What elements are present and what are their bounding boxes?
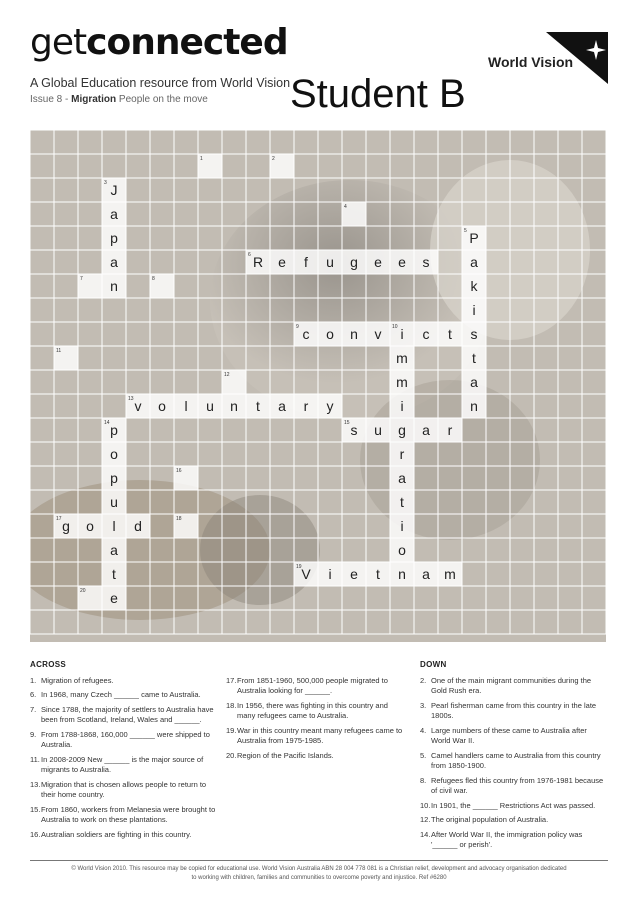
clue-item xyxy=(30,780,216,801)
clue-item-text: Camel handlers came to Australia from this country from 1850-1900. xyxy=(431,750,601,770)
clue-number: 18 xyxy=(176,516,182,522)
cell-letter: n xyxy=(230,398,238,414)
cell-letter: v xyxy=(374,326,382,342)
across-list-2 xyxy=(226,676,404,762)
cell-letter: t xyxy=(448,326,452,342)
clue-number: 15 xyxy=(344,420,350,426)
cell-letter: g xyxy=(62,518,70,534)
cell-letter: p xyxy=(110,470,118,486)
cell-letter: o xyxy=(398,542,406,558)
cell-letter: i xyxy=(400,326,404,342)
cell-letter: g xyxy=(398,422,406,438)
cell-letter: p xyxy=(110,230,118,246)
clue-number: 1 xyxy=(200,156,203,162)
cell-letter: o xyxy=(158,398,166,414)
cell-letter: i xyxy=(400,518,404,534)
clue-item xyxy=(30,755,216,776)
clue-item-text: In 1956, there was fighting in this country and many refugees came to Australia. xyxy=(237,700,388,720)
cell-letter: s xyxy=(470,326,478,342)
clue-item-text: Migration that is chosen allows people to return to their home country. xyxy=(41,779,207,799)
clue-item-text: In 1901, the ______ Restrictions Act was passed. xyxy=(431,800,596,810)
cell-letter: f xyxy=(304,254,308,270)
cell-letter: l xyxy=(184,398,188,414)
clue-item-text: In 1968, many Czech ______ came to Australia. xyxy=(41,690,201,699)
cell-letter: e xyxy=(350,566,358,582)
clue-item xyxy=(226,701,404,722)
cell-letter: k xyxy=(470,278,478,294)
clue-item-number: 10. xyxy=(420,800,431,810)
clue-item-text: Refugees fled this country from 1976-1981 because of civil war. xyxy=(431,775,604,795)
clue-number: 9 xyxy=(296,324,299,330)
cell-letter: u xyxy=(374,422,382,438)
clue-item-text: War in this country meant many refugees came to Australia from 1975-1985. xyxy=(237,725,403,745)
clue-item-number: 18. xyxy=(226,700,237,710)
clue-number: 10 xyxy=(392,324,398,330)
clue-item-number: 8. xyxy=(420,775,427,785)
clue-item-number: 20. xyxy=(226,750,237,760)
world-vision-brand: World Vision xyxy=(488,54,574,70)
clue-item-text: Australian soldiers are fighting in this country. xyxy=(41,829,192,839)
cell-letter: o xyxy=(86,518,94,534)
cell-letter: m xyxy=(396,374,408,390)
clue-item-number: 2. xyxy=(420,675,427,685)
cell-letter: e xyxy=(398,254,406,270)
clue-item xyxy=(420,676,608,697)
cell-letter: t xyxy=(400,494,404,510)
clue-item xyxy=(420,801,608,812)
clue-number: 8 xyxy=(152,276,155,282)
cell-letter: t xyxy=(376,566,380,582)
cell-letter: R xyxy=(252,254,264,270)
clue-item-number: 7. xyxy=(30,704,37,714)
cell-letter: e xyxy=(110,590,118,606)
footer xyxy=(30,865,608,883)
crossword-grid xyxy=(30,130,606,642)
down-list xyxy=(420,676,608,851)
footer-line-1: © World Vision 2010. This resource may be copied for educational use. World Vision Australia ABN 28 004 778 081 is a Christian relief, development and advocacy organisation dedicated xyxy=(71,866,567,872)
across-clues-col1 xyxy=(30,660,216,844)
clue-number: 6 xyxy=(248,252,251,258)
clue-item-number: 15. xyxy=(30,804,41,814)
cell-letter: a xyxy=(422,422,430,438)
cell-letter: i xyxy=(400,398,404,414)
cell-letter: y xyxy=(326,398,334,414)
clue-item xyxy=(30,690,216,701)
cell-letter: a xyxy=(422,566,430,582)
cell-letter: c xyxy=(302,326,310,342)
cell-letter: t xyxy=(112,566,116,582)
clue-number: 11 xyxy=(56,348,62,354)
getconnected-logo: getconnected xyxy=(30,22,288,63)
clue-number: 4 xyxy=(344,204,347,210)
clue-item xyxy=(226,751,404,762)
cell-letter: s xyxy=(422,254,430,270)
cell-letter: m xyxy=(444,566,456,582)
clue-item-text: In 2008-2009 New ______ is the major source of migrants to Australia. xyxy=(41,754,204,774)
clue-number: 13 xyxy=(128,396,134,402)
clue-item xyxy=(420,701,608,722)
cell-letter: m xyxy=(396,350,408,366)
clue-item-number: 12. xyxy=(420,815,431,824)
clue-item-number: 16. xyxy=(30,829,41,839)
cell-letter: n xyxy=(398,566,406,582)
cell-letter: r xyxy=(447,422,453,438)
cell-letter: e xyxy=(278,254,286,270)
clue-item-number: 4. xyxy=(420,725,427,735)
clue-number: 2 xyxy=(272,156,275,162)
clue-item-number: 17. xyxy=(226,675,237,685)
cell-letter: s xyxy=(350,422,358,438)
cell-letter: g xyxy=(350,254,358,270)
clue-item xyxy=(420,776,608,797)
issue-line: Issue 8 - Migration People on the move xyxy=(30,94,208,105)
clue-item-number: 19. xyxy=(226,725,237,735)
footer-divider xyxy=(30,860,608,861)
cell-letter: a xyxy=(470,374,478,390)
cell-letter: i xyxy=(328,566,332,582)
cell-letter: t xyxy=(472,350,476,366)
cell-letter: a xyxy=(110,206,118,222)
clue-item-text: From 1788-1868, 160,000 ______ were shipped to Australia. xyxy=(41,729,210,749)
clue-number: 20 xyxy=(80,588,86,594)
cell-letter: t xyxy=(256,398,260,414)
clue-item xyxy=(30,730,216,751)
clue-number: 19 xyxy=(296,564,302,570)
cell-letter: a xyxy=(470,254,478,270)
cell-letter: l xyxy=(112,518,116,534)
cell-letter: r xyxy=(303,398,309,414)
cell-letter: a xyxy=(110,254,118,270)
cell-letter: u xyxy=(326,254,334,270)
cell-letter: n xyxy=(470,398,478,414)
clue-item-number: 1. xyxy=(30,675,37,685)
clue-item-number: 13. xyxy=(30,779,41,789)
clue-item-number: 14. xyxy=(420,829,431,839)
cell-letter: n xyxy=(110,278,118,294)
across-list-1 xyxy=(30,676,216,841)
cell-letter: r xyxy=(399,446,405,462)
across-heading-spacer xyxy=(226,660,404,671)
cell-letter: V xyxy=(301,566,311,582)
clue-item xyxy=(226,726,404,747)
cell-letter: v xyxy=(134,398,142,414)
clue-number: 17 xyxy=(56,516,62,522)
header xyxy=(0,0,638,128)
student-label: Student B xyxy=(290,72,466,116)
footer-line-2: to working with children, families and communities to overcome poverty and injustice. Ref #6280 xyxy=(191,875,447,881)
clue-item-text: One of the main migrant communities during the Gold Rush era. xyxy=(431,675,592,695)
clue-item-number: 6. xyxy=(30,690,37,699)
cell-letter: o xyxy=(326,326,334,342)
clue-item-text: Region of the Pacific Islands. xyxy=(237,750,334,760)
clue-item xyxy=(420,751,608,772)
clue-item xyxy=(30,805,216,826)
clue-number: 5 xyxy=(464,228,467,234)
clue-item xyxy=(30,676,216,687)
clue-number: 16 xyxy=(176,468,182,474)
clue-number: 12 xyxy=(224,372,230,378)
cell-letter: a xyxy=(110,542,118,558)
cell-letter: u xyxy=(206,398,214,414)
clue-item-number: 3. xyxy=(420,700,427,710)
cell-letter: e xyxy=(374,254,382,270)
clue-item xyxy=(420,830,608,851)
cell-letter: c xyxy=(422,326,430,342)
clue-item-text: Pearl fisherman came from this country in the late 1800s. xyxy=(431,700,597,720)
cell-letter: i xyxy=(472,302,476,318)
tagline: A Global Education resource from World Vision xyxy=(30,76,291,90)
clue-item-text: Migration of refugees. xyxy=(41,675,114,685)
cell-letter: a xyxy=(278,398,286,414)
clue-item-text: From 1860, workers from Melanesia were brought to Australia to work on these plantations. xyxy=(41,804,216,824)
clue-item-text: After World War II, the immigration policy was '______ or perish'. xyxy=(431,829,583,849)
cell-letter: o xyxy=(110,446,118,462)
clue-item xyxy=(30,705,216,726)
clue-number: 3 xyxy=(104,180,107,186)
cell-letter: d xyxy=(134,518,142,534)
down-clues xyxy=(420,660,608,855)
cell-letter: a xyxy=(398,470,406,486)
clue-item xyxy=(226,676,404,697)
across-heading: ACROSS xyxy=(30,660,67,669)
clue-item-text: The original population of Australia. xyxy=(431,815,549,824)
clue-item-text: Large numbers of these came to Australia after World War II. xyxy=(431,725,587,745)
cell-letter: u xyxy=(110,494,118,510)
clue-item-text: Since 1788, the majority of settlers to Australia have been from Scotland, Ireland, Wales and ______. xyxy=(41,704,214,724)
clue-item xyxy=(420,726,608,747)
down-heading: DOWN xyxy=(420,660,447,669)
clue-number: 14 xyxy=(104,420,110,426)
clue-item-text: From 1851-1960, 500,000 people migrated to Australia looking for ______. xyxy=(237,675,388,695)
clue-item xyxy=(420,815,608,826)
across-clues-col2 xyxy=(226,660,404,765)
clue-number: 7 xyxy=(80,276,83,282)
clue-item-number: 5. xyxy=(420,750,427,760)
clue-item-number: 9. xyxy=(30,729,37,739)
clue-item-number: 11. xyxy=(30,754,40,764)
clue-item xyxy=(30,830,216,841)
cell-letter: p xyxy=(110,422,118,438)
cell-letter: P xyxy=(469,230,479,246)
cell-letter: J xyxy=(110,182,118,198)
cell-letter: n xyxy=(350,326,358,342)
